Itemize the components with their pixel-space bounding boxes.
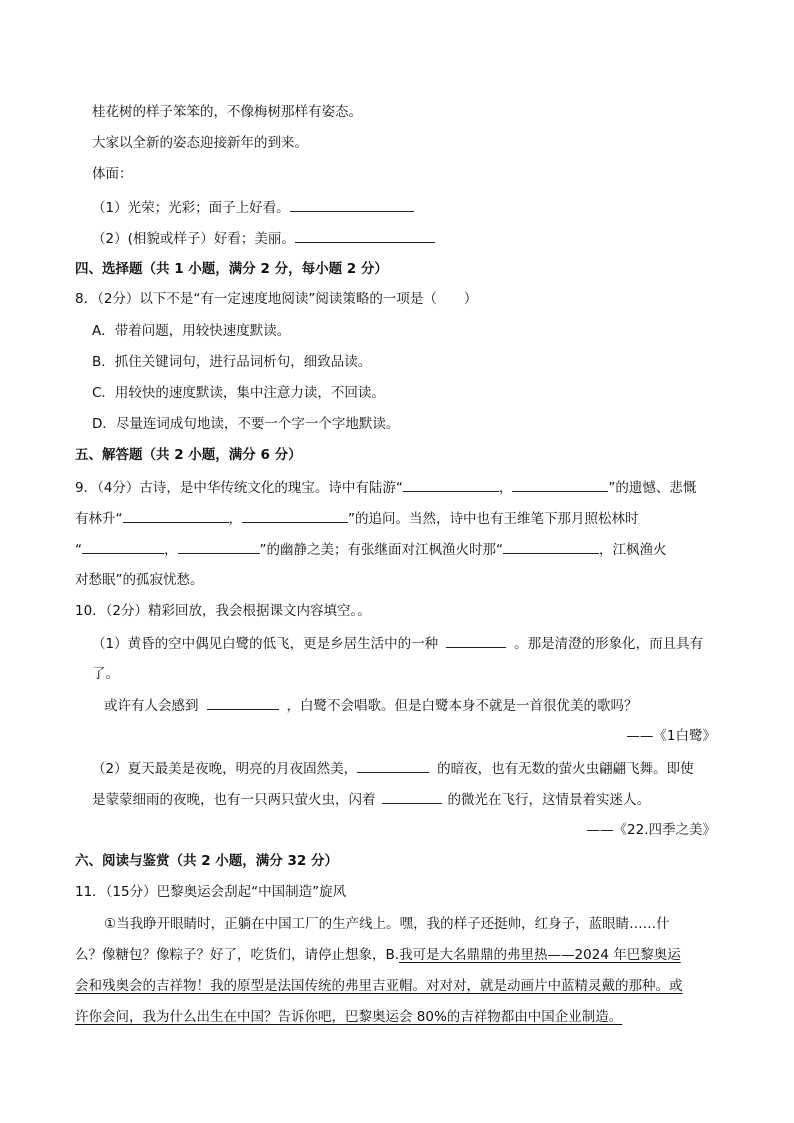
q10-text: 或许有人会感到 — [104, 698, 199, 714]
answer-blank[interactable] — [446, 634, 506, 648]
option-b[interactable]: B．抓住关键词句，进行品词析句，细致品读。 — [92, 354, 372, 370]
word-tijian: 体面： — [92, 166, 133, 182]
question-10-2-line-2 — [92, 790, 650, 809]
q10-text: 的暗夜，也有无数的萤火虫翩翩飞舞。即使 — [437, 761, 694, 777]
q10-text: 。那是清澄的形象化，而且具有 — [514, 636, 704, 652]
question-10-1-line-2: 了。 — [92, 666, 119, 682]
q9-text: ”的追问。当然，诗中也有王维笔下那月照松林时 — [348, 511, 639, 527]
passage-line-3: 会和残奥会的吉祥物！我的原型是法国传统的弗里吉亚帽。对对对，就是动画片中蓝精灵戴的那种。或 — [75, 978, 683, 994]
q10-text: （1）黄昏的空中偶见白鹭的低飞，更是乡居生活中的一种 — [92, 636, 439, 652]
answer-blank[interactable] — [178, 540, 260, 554]
q10-text: ，白鹭不会唱歌。但是白鹭本身不就是一首很优美的歌吗？ — [286, 698, 638, 714]
answer-blank[interactable] — [512, 478, 608, 492]
question-8: 8．（2分）以下不是“有一定速度地阅读”阅读策略的一项是（ ） — [75, 291, 478, 307]
q10-text: 是蒙蒙细雨的夜晚，也有一只两只萤火虫，闪着 — [92, 792, 376, 808]
section-4-title: 四、选择题（共 1 小题，满分 2 分，每小题 2 分） — [75, 261, 388, 277]
q9-comma: ， — [498, 480, 513, 496]
question-9-line-3 — [75, 540, 667, 559]
passage-line-4: 许你会问，我为什么出生在中国？告诉你吧，巴黎奥运会 80%的吉祥物都由中国企业制造。 — [75, 1009, 623, 1025]
answer-blank[interactable] — [290, 198, 414, 212]
definition-1-text: （1）光荣；光彩；面子上好看。 — [92, 200, 290, 216]
answer-blank[interactable] — [403, 478, 499, 492]
question-10: 10．（2分）精彩回放，我会根据课文内容填空。。 — [75, 603, 371, 619]
q9-text: “ — [75, 542, 82, 558]
answer-blank[interactable] — [82, 540, 164, 554]
source-bailu: ——《1白鹭》 — [626, 728, 716, 744]
question-9-line-1 — [75, 478, 696, 497]
q9-comma: ， — [164, 542, 178, 558]
source-siji: ——《22.四季之美》 — [586, 822, 716, 838]
q9-text: 有林升“ — [75, 511, 123, 527]
q9-text: 9．（4分）古诗，是中华传统文化的瑰宝。诗中有陆游“ — [75, 480, 403, 496]
option-d[interactable]: D．尽量连词成句地读，不要一个字一个字地默读。 — [92, 416, 400, 432]
answer-blank[interactable] — [357, 759, 429, 773]
answer-blank[interactable] — [123, 509, 229, 523]
passage-line-1: ①当我睁开眼睛时，正躺在中国工厂的生产线上。嘿，我的样子还挺帅，红身子，蓝眼睛……什 — [104, 916, 670, 932]
definition-1 — [92, 198, 414, 217]
question-9-line-2 — [75, 509, 639, 528]
answer-blank[interactable] — [295, 229, 435, 243]
option-c[interactable]: C．用较快的速度默读，集中注意力读，不回读。 — [92, 385, 385, 401]
example-sentence-2: 大家以全新的姿态迎接新年的到来。 — [92, 135, 308, 151]
answer-blank[interactable] — [242, 509, 348, 523]
definition-2-text: （2）(相貌或样子）好看；美丽。 — [92, 231, 295, 247]
definition-2 — [92, 229, 435, 248]
section-6-title: 六、阅读与鉴赏（共 2 小题，满分 32 分） — [75, 853, 338, 869]
underlined-sentence: 我可是大名鼎鼎的弗里热——2024 年巴黎奥运 — [399, 947, 681, 963]
example-sentence-1: 桂花树的样子笨笨的，不像梅树那样有姿态。 — [92, 104, 362, 120]
q9-comma: ， — [228, 511, 242, 527]
passage-text: 么？像糖包？像粽子？好了，吃货们，请停止想象，B. — [75, 947, 400, 963]
question-10-1-line-3 — [104, 696, 638, 715]
question-11: 11．（15分）巴黎奥运会刮起“中国制造”旋风 — [75, 884, 347, 900]
answer-blank[interactable] — [207, 696, 279, 710]
question-10-2-line-1 — [92, 759, 694, 778]
answer-blank[interactable] — [382, 790, 442, 804]
q10-text: 的微光在飞行，这情景着实迷人。 — [447, 792, 650, 808]
q9-text: ，江枫渔火 — [599, 542, 667, 558]
q10-text: （2）夏天最美是夜晚，明亮的月夜固然美， — [92, 761, 358, 777]
passage-line-2 — [75, 946, 681, 964]
q9-text: ”的幽静之美；有张继面对江枫渔火时那“ — [259, 542, 503, 558]
question-9-line-4: 对愁眠”的孤寂忧愁。 — [75, 572, 204, 588]
answer-blank[interactable] — [503, 540, 599, 554]
q9-text: ”的遗憾、悲慨 — [608, 480, 697, 496]
question-10-1-line-1 — [92, 634, 703, 653]
section-5-title: 五、解答题（共 2 小题，满分 6 分） — [75, 447, 302, 463]
option-a[interactable]: A．带着问题，用较快速度默读。 — [92, 323, 291, 339]
